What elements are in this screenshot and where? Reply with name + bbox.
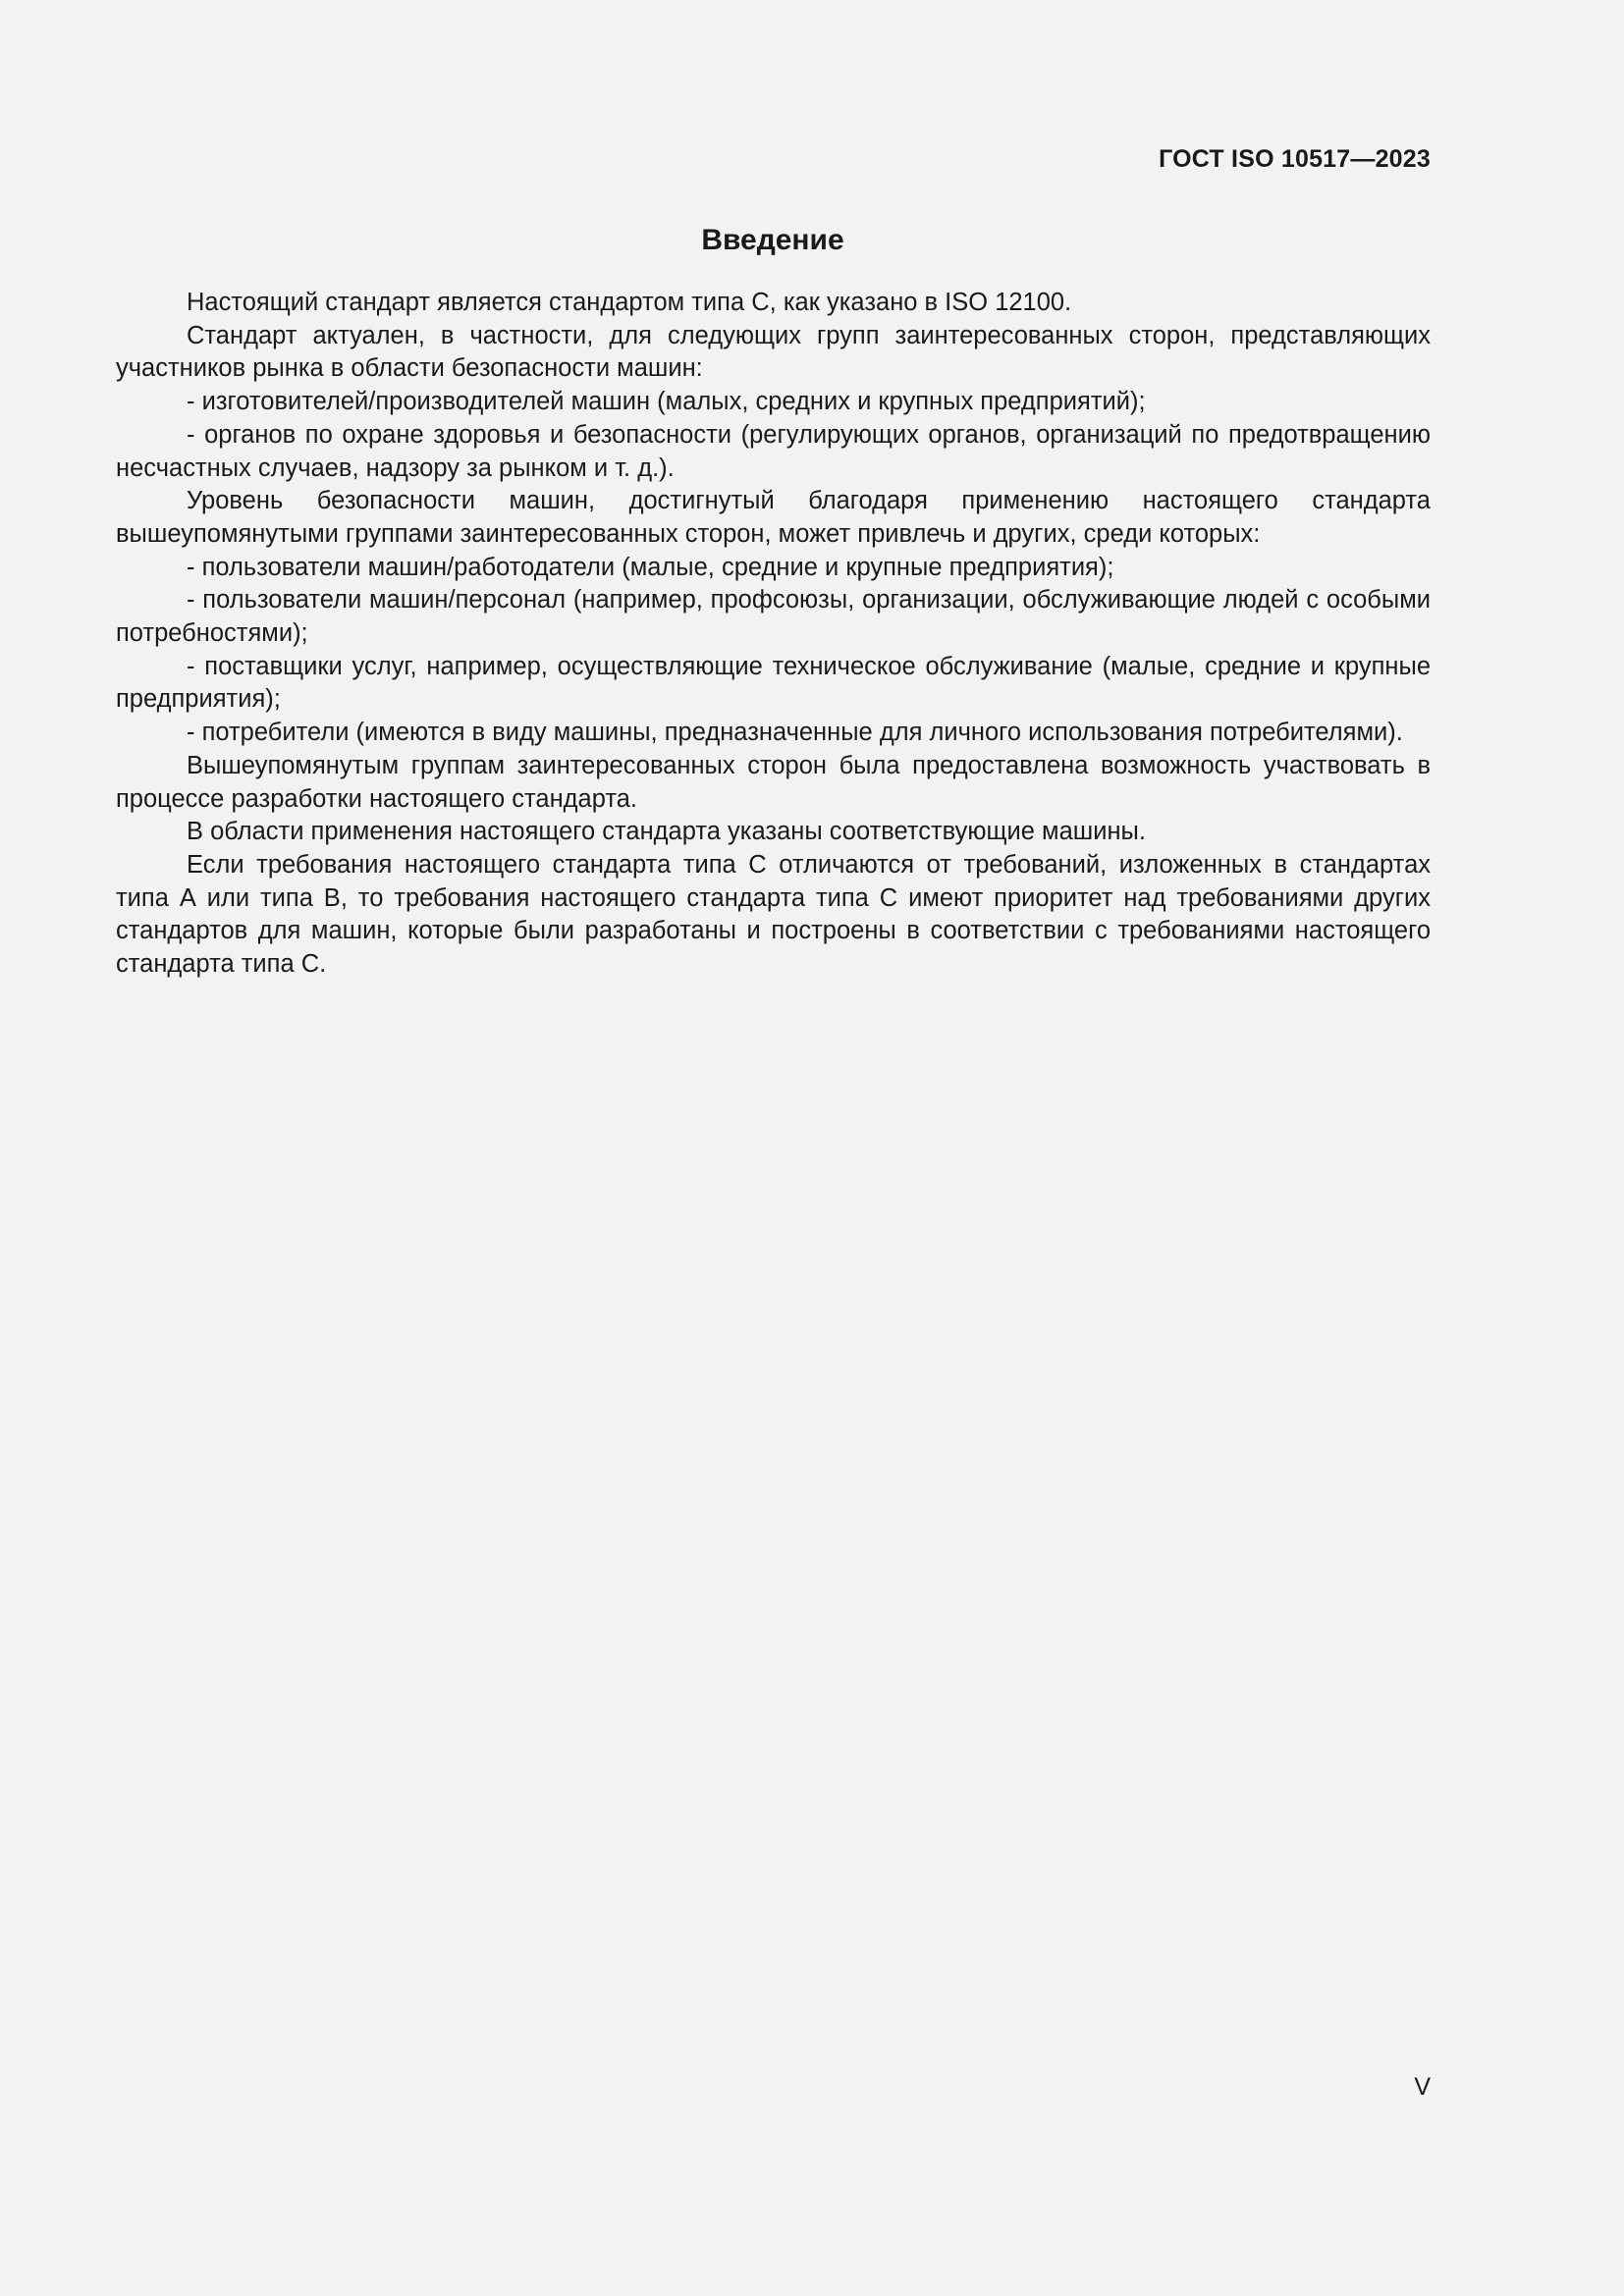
list-item-manufacturers: - изготовителей/производителей машин (малых, средних и крупных предприятий); [187,388,1146,416]
list-item-consumers: - потребители (имеются в виду машины, предназначенные для личного использования потребителями). [187,719,1403,747]
paragraph-participation: Вышеупомянутым группам заинтересованных сторон была предоставлена возможность участвовать в процессе разработки настоящего стандарта. [116,751,1431,813]
list-item-personnel: - пользователи машин/персонал (например, профсоюзы, организации, обслуживающие людей с особыми потребностями); [116,586,1431,648]
list-item-employers: - пользователи машин/работодатели (малые, средние и крупные предприятия); [187,553,1114,581]
page-number: V [1414,2073,1431,2101]
section-title: Введение [701,224,844,256]
paragraph-scope: В области применения настоящего стандарта указаны соответствующие машины. [187,818,1146,846]
document-code-header: ГОСТ ISO 10517—2023 [1159,145,1431,173]
list-item-service-providers: - поставщики услуг, например, осуществляющие техническое обслуживание (малые, средние и крупные предприятия); [116,652,1431,714]
paragraph-safety-level: Уровень безопасности машин, достигнутый благодаря применению настоящего стандарта вышеупомянутыми группами заинтересованных сторон, может привлечь и других, среди которых: [116,487,1431,548]
list-item-health-safety-bodies: - органов по охране здоровья и безопасности (регулирующих органов, организаций по предотвращению несчастных случаев, надзору за рынком и т. д.). [116,420,1431,482]
body-text [116,287,1431,982]
paragraph-priority: Если требования настоящего стандарта типа С отличаются от требований, изложенных в стандартах типа А или типа В, то требования настоящего стандарта типа С имеют приоритет над требованиями других стандартов для машин, которые были разработаны и построены в соответствии с требованиями настоящего стандарта типа С. [116,850,1431,979]
paragraph-standard-type: Настоящий стандарт является стандартом типа С, как указано в ISO 12100. [187,289,1072,316]
paragraph-stakeholders-intro: Стандарт актуален, в частности, для следующих групп заинтересованных сторон, представляющих участников рынка в области безопасности машин: [116,321,1431,383]
